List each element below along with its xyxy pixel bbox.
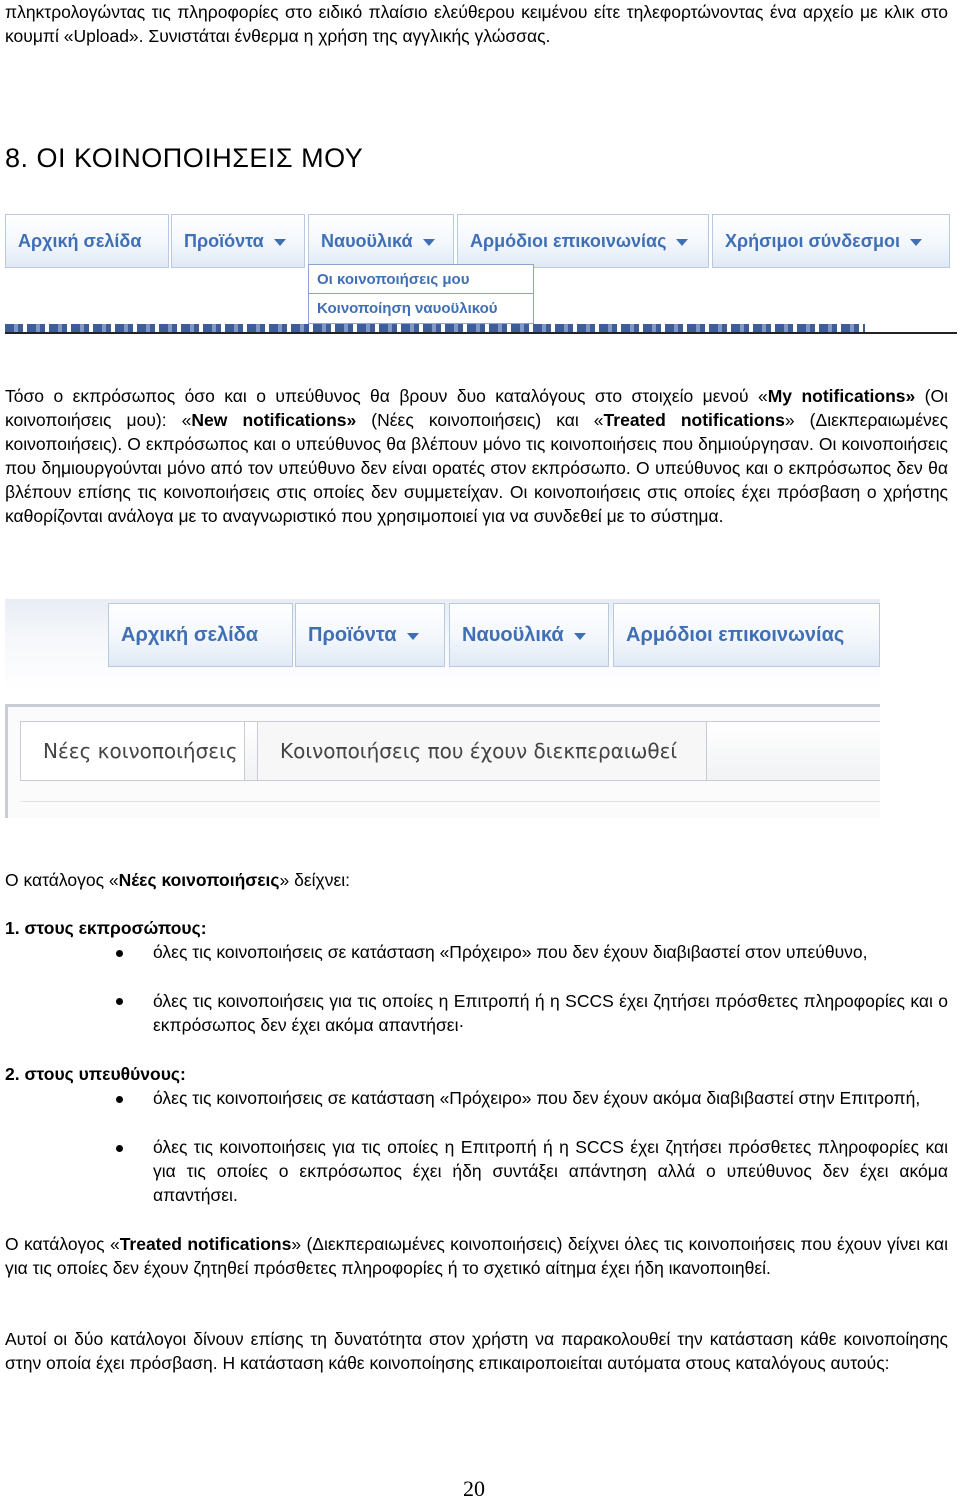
tab-home[interactable] xyxy=(108,603,293,667)
tab-contacts[interactable] xyxy=(457,214,709,268)
chevron-down-icon xyxy=(574,633,586,640)
list-item: όλες τις κοινοποιήσεις σε κατάσταση «Πρόχειρο» που δεν έχουν διαβιβαστεί στον υπεύθυνο, xyxy=(153,942,868,962)
chevron-down-icon xyxy=(910,239,922,246)
chevron-down-icon xyxy=(274,239,286,246)
subtabs-screenshot xyxy=(5,704,880,818)
menu-item-my-notifications[interactable]: Οι κοινοποιήσεις μου xyxy=(308,264,534,294)
list-item: όλες τις κοινοποιήσεις σε κατάσταση «Πρόχειρο» που δεν έχουν ακόμα διαβιβαστεί στην Επιτροπή, xyxy=(153,1088,921,1108)
bullet-icon xyxy=(116,1145,123,1152)
tab-home[interactable] xyxy=(5,214,169,268)
tab-products[interactable] xyxy=(295,603,445,667)
tab-label: Ναυοϋλικά xyxy=(321,230,413,251)
tab-contacts[interactable] xyxy=(613,603,880,667)
tab-label: Ναυοϋλικά xyxy=(462,623,564,646)
divider xyxy=(5,332,957,334)
menu-screenshot-2 xyxy=(5,599,880,691)
paragraph-status-tracking: Αυτοί οι δύο κατάλογοι δίνουν επίσης τη δυνατότητα στον χρήστη να παρακολουθεί την κατάσταση κάθε κοινοποίησης στην οποία έχει πρόσβαση. Η κατάσταση κάθε κοινοποίησης επικαιροποιείται αυτόματα στους καταλόγους αυτούς: xyxy=(5,1329,948,1373)
list-item: όλες τις κοινοποιήσεις για τις οποίες η Επιτροπή ή η SCCS έχει ζητήσει πρόσθετες πληροφορίες και για τις οποίες ο εκπρόσωπος έχει ήδη συντάξει απάντηση αλλά ο υπεύθυνος δεν έχει ακόμα απαντήσει. xyxy=(153,1137,948,1205)
menu-bar xyxy=(5,208,957,270)
tab-label: Αρχική σελίδα xyxy=(18,230,142,251)
tab-nanomaterials[interactable] xyxy=(308,214,454,268)
tab-products[interactable] xyxy=(171,214,305,268)
tab-label: Αρμόδιοι επικοινωνίας xyxy=(470,230,667,251)
tab-useful-links[interactable] xyxy=(712,214,950,268)
menu-item-notify-nanomaterial[interactable]: Κοινοποίηση ναυοϋλικού xyxy=(308,294,534,324)
bullet-icon xyxy=(116,998,123,1005)
menu-screenshot-1 xyxy=(5,208,957,334)
bullet-icon xyxy=(116,1096,123,1103)
list-title-responsible: 2. στους υπευθύνους: xyxy=(5,1064,186,1084)
nanomaterials-dropdown xyxy=(308,264,534,324)
paragraph-new-list: Ο κατάλογος «Νέες κοινοποιήσεις» δείχνει: xyxy=(5,870,351,890)
paragraph-treated-list: Ο κατάλογος «Treated notifications» (Διεκπεραιωμένες κοινοποιήσεις) δείχνει όλες τις κοινοποιήσεις που έχουν γίνει και για τις οποίες δεν έχουν ζητηθεί πρόσθετες πληροφορίες ή το σχετικό αίτημα έχει ήδη ικανοποιηθεί. xyxy=(5,1234,949,1278)
tab-label: Αρμόδιοι επικοινωνίας xyxy=(626,623,845,646)
chevron-down-icon xyxy=(676,239,688,246)
subtab-bar xyxy=(20,721,880,781)
page-number: 20 xyxy=(463,1476,485,1501)
chevron-down-icon xyxy=(423,239,435,246)
tab-label: Αρχική σελίδα xyxy=(121,623,259,646)
tab-new-notifications[interactable]: Νέες κοινοποιήσεις xyxy=(21,722,245,780)
tab-treated-notifications[interactable]: Κοινοποιήσεις που έχουν διεκπεραιωθεί xyxy=(257,722,707,780)
bullet-icon xyxy=(116,950,123,957)
tab-label: Προϊόντα xyxy=(184,230,264,251)
list-item: όλες τις κοινοποιήσεις για τις οποίες η Επιτροπή ή η SCCS έχει ζητήσει πρόσθετες πληροφορίες και ο εκπρόσωπος δεν έχει ακόμα απαντήσει· xyxy=(153,991,948,1035)
section-heading: 8. ΟΙ ΚΟΙΝΟΠΟΙΗΣΕΙΣ ΜΟΥ xyxy=(5,143,364,173)
divider xyxy=(20,801,880,802)
paragraph-lists-description: Τόσο ο εκπρόσωπος όσο και ο υπεύθυνος θα βρουν δυο καταλόγους στο στοιχείο μενού «My notifications» (Οι κοινοποιήσεις μου): «New notifications» (Νέες κοινοποιήσεις) και «Treated notifications» (Διεκπεραιωμένες κοινοποιήσεις). Ο εκπρόσωπος και ο υπεύθυνος θα βλέπουν μόνο τις κοινοποιήσεις που δημιούργησαν. Οι κοινοποιήσεις που δημιουργούνται μόνο από τον υπεύθυνο δεν είναι ορατές στον εκπρόσωπο. Ο υπεύθυνος και ο εκπρόσωπος δεν θα βλέπουν επίσης τις κοινοποιήσεις στις οποίες δεν συμμετείχαν. Οι κοινοποιήσεις στις οποίες έχει πρόσβαση ο χρήστης καθορίζονται ανάλογα με το αναγνωριστικό που χρησιμοποιεί για να συνδεθεί με το σύστημα. xyxy=(5,386,949,526)
tab-nanomaterials[interactable] xyxy=(449,603,609,667)
tab-label: Προϊόντα xyxy=(308,623,397,646)
intro-paragraph: πληκτρολογώντας τις πληροφορίες στο ειδικό πλαίσιο ελεύθερου κειμένου είτε τηλεφορτώνοντας ένα αρχείο με κλικ στο κουμπί «Upload». Συνιστάται ένθερμα η χρήση της αγγλικής γλώσσας. xyxy=(5,2,948,46)
tab-label: Χρήσιμοι σύνδεσμοι xyxy=(725,230,901,251)
list-title-representatives: 1. στους εκπροσώπους: xyxy=(5,918,207,938)
chevron-down-icon xyxy=(407,633,419,640)
